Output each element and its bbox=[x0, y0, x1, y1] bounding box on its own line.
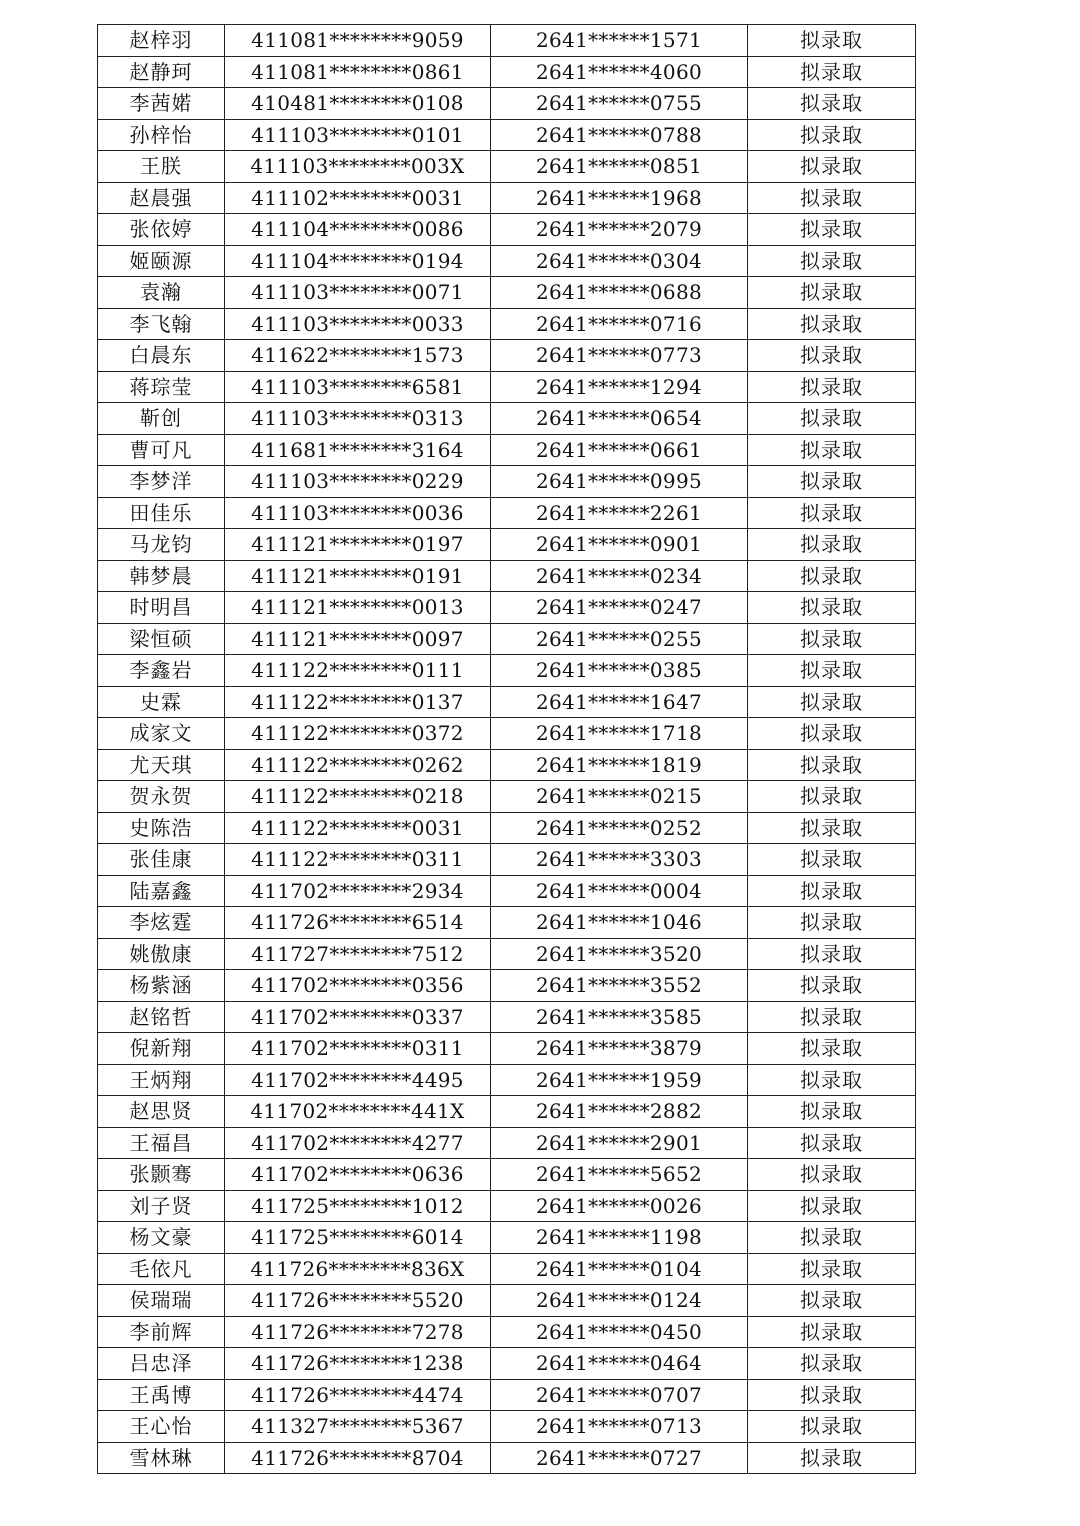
admission-status-cell: 拟录取 bbox=[748, 56, 916, 88]
exam-number-cell: 2641******1718 bbox=[491, 718, 748, 750]
exam-number-cell: 2641******0727 bbox=[491, 1442, 748, 1474]
admission-status-cell: 拟录取 bbox=[748, 308, 916, 340]
candidate-name-cell: 李鑫岩 bbox=[98, 655, 225, 687]
candidate-name-cell: 赵晨强 bbox=[98, 182, 225, 214]
exam-number-cell: 2641******0901 bbox=[491, 529, 748, 561]
id-number-cell: 411726********1238 bbox=[225, 1348, 491, 1380]
admission-status-cell: 拟录取 bbox=[748, 970, 916, 1002]
candidate-name-cell: 靳创 bbox=[98, 403, 225, 435]
id-number-cell: 411327********5367 bbox=[225, 1411, 491, 1443]
exam-number-cell: 2641******0661 bbox=[491, 434, 748, 466]
candidate-name-cell: 姚傲康 bbox=[98, 938, 225, 970]
exam-number-cell: 2641******0755 bbox=[491, 88, 748, 120]
admission-status-cell: 拟录取 bbox=[748, 340, 916, 372]
table-row bbox=[98, 781, 916, 813]
exam-number-cell: 2641******0104 bbox=[491, 1253, 748, 1285]
table-row bbox=[98, 277, 916, 309]
exam-number-cell: 2641******0450 bbox=[491, 1316, 748, 1348]
exam-number-cell: 2641******0252 bbox=[491, 812, 748, 844]
admission-status-cell: 拟录取 bbox=[748, 1033, 916, 1065]
id-number-cell: 411122********0262 bbox=[225, 749, 491, 781]
table-row bbox=[98, 1379, 916, 1411]
id-number-cell: 411103********0036 bbox=[225, 497, 491, 529]
exam-number-cell: 2641******2882 bbox=[491, 1096, 748, 1128]
id-number-cell: 411121********0097 bbox=[225, 623, 491, 655]
id-number-cell: 411702********2934 bbox=[225, 875, 491, 907]
id-number-cell: 411725********6014 bbox=[225, 1222, 491, 1254]
exam-number-cell: 2641******3879 bbox=[491, 1033, 748, 1065]
candidate-name-cell: 赵思贤 bbox=[98, 1096, 225, 1128]
candidate-name-cell: 马龙钧 bbox=[98, 529, 225, 561]
candidate-name-cell: 梁恒硕 bbox=[98, 623, 225, 655]
candidate-name-cell: 陆嘉鑫 bbox=[98, 875, 225, 907]
admission-status-cell: 拟录取 bbox=[748, 623, 916, 655]
candidate-name-cell: 王炳翔 bbox=[98, 1064, 225, 1096]
table-row bbox=[98, 1411, 916, 1443]
admission-status-cell: 拟录取 bbox=[748, 938, 916, 970]
exam-number-cell: 2641******5652 bbox=[491, 1159, 748, 1191]
table-row bbox=[98, 497, 916, 529]
admission-status-cell: 拟录取 bbox=[748, 403, 916, 435]
candidate-name-cell: 曹可凡 bbox=[98, 434, 225, 466]
exam-number-cell: 2641******1571 bbox=[491, 25, 748, 57]
id-number-cell: 411104********0194 bbox=[225, 245, 491, 277]
admission-status-cell: 拟录取 bbox=[748, 25, 916, 57]
table-row bbox=[98, 245, 916, 277]
admission-status-cell: 拟录取 bbox=[748, 1316, 916, 1348]
candidate-name-cell: 韩梦晨 bbox=[98, 560, 225, 592]
candidate-name-cell: 赵静珂 bbox=[98, 56, 225, 88]
table-row bbox=[98, 907, 916, 939]
candidate-name-cell: 李炫霆 bbox=[98, 907, 225, 939]
admission-status-cell: 拟录取 bbox=[748, 1190, 916, 1222]
id-number-cell: 411726********4474 bbox=[225, 1379, 491, 1411]
table-row bbox=[98, 812, 916, 844]
admission-status-cell: 拟录取 bbox=[748, 1001, 916, 1033]
admission-status-cell: 拟录取 bbox=[748, 655, 916, 687]
id-number-cell: 411081********0861 bbox=[225, 56, 491, 88]
admission-status-cell: 拟录取 bbox=[748, 844, 916, 876]
exam-number-cell: 2641******0707 bbox=[491, 1379, 748, 1411]
table-row bbox=[98, 1348, 916, 1380]
admission-status-cell: 拟录取 bbox=[748, 592, 916, 624]
table-row bbox=[98, 1001, 916, 1033]
admission-status-cell: 拟录取 bbox=[748, 1442, 916, 1474]
admission-list bbox=[97, 24, 916, 1474]
admission-status-cell: 拟录取 bbox=[748, 434, 916, 466]
exam-number-cell: 2641******0234 bbox=[491, 560, 748, 592]
table-row bbox=[98, 970, 916, 1002]
admission-status-cell: 拟录取 bbox=[748, 497, 916, 529]
id-number-cell: 411681********3164 bbox=[225, 434, 491, 466]
id-number-cell: 411102********0031 bbox=[225, 182, 491, 214]
candidate-name-cell: 刘子贤 bbox=[98, 1190, 225, 1222]
table-row bbox=[98, 655, 916, 687]
table-row bbox=[98, 340, 916, 372]
table-row bbox=[98, 1316, 916, 1348]
id-number-cell: 411702********0356 bbox=[225, 970, 491, 1002]
candidate-name-cell: 孙梓怡 bbox=[98, 119, 225, 151]
candidate-name-cell: 蒋琮莹 bbox=[98, 371, 225, 403]
admission-status-cell: 拟录取 bbox=[748, 907, 916, 939]
id-number-cell: 411103********0101 bbox=[225, 119, 491, 151]
table-body bbox=[98, 25, 916, 1474]
table-row bbox=[98, 1159, 916, 1191]
candidate-name-cell: 李飞翰 bbox=[98, 308, 225, 340]
id-number-cell: 411122********0218 bbox=[225, 781, 491, 813]
admission-table bbox=[97, 24, 916, 1474]
exam-number-cell: 2641******4060 bbox=[491, 56, 748, 88]
id-number-cell: 411702********4277 bbox=[225, 1127, 491, 1159]
table-row bbox=[98, 749, 916, 781]
candidate-name-cell: 成家文 bbox=[98, 718, 225, 750]
table-row bbox=[98, 466, 916, 498]
table-row bbox=[98, 1253, 916, 1285]
candidate-name-cell: 史陈浩 bbox=[98, 812, 225, 844]
candidate-name-cell: 史霖 bbox=[98, 686, 225, 718]
table-row bbox=[98, 875, 916, 907]
admission-status-cell: 拟录取 bbox=[748, 466, 916, 498]
candidate-name-cell: 王心怡 bbox=[98, 1411, 225, 1443]
admission-status-cell: 拟录取 bbox=[748, 88, 916, 120]
id-number-cell: 411725********1012 bbox=[225, 1190, 491, 1222]
table-row bbox=[98, 1064, 916, 1096]
id-number-cell: 410481********0108 bbox=[225, 88, 491, 120]
exam-number-cell: 2641******0026 bbox=[491, 1190, 748, 1222]
id-number-cell: 411702********0311 bbox=[225, 1033, 491, 1065]
table-row bbox=[98, 623, 916, 655]
exam-number-cell: 2641******0995 bbox=[491, 466, 748, 498]
exam-number-cell: 2641******1294 bbox=[491, 371, 748, 403]
admission-status-cell: 拟录取 bbox=[748, 560, 916, 592]
table-row bbox=[98, 371, 916, 403]
exam-number-cell: 2641******0688 bbox=[491, 277, 748, 309]
exam-number-cell: 2641******0851 bbox=[491, 151, 748, 183]
candidate-name-cell: 张依婷 bbox=[98, 214, 225, 246]
admission-status-cell: 拟录取 bbox=[748, 875, 916, 907]
id-number-cell: 411121********0191 bbox=[225, 560, 491, 592]
exam-number-cell: 2641******2261 bbox=[491, 497, 748, 529]
admission-status-cell: 拟录取 bbox=[748, 245, 916, 277]
admission-status-cell: 拟录取 bbox=[748, 1348, 916, 1380]
admission-status-cell: 拟录取 bbox=[748, 371, 916, 403]
exam-number-cell: 2641******1198 bbox=[491, 1222, 748, 1254]
id-number-cell: 411121********0013 bbox=[225, 592, 491, 624]
table-row bbox=[98, 119, 916, 151]
table-row bbox=[98, 1222, 916, 1254]
exam-number-cell: 2641******1046 bbox=[491, 907, 748, 939]
table-row bbox=[98, 938, 916, 970]
table-row bbox=[98, 25, 916, 57]
exam-number-cell: 2641******0773 bbox=[491, 340, 748, 372]
id-number-cell: 411103********0033 bbox=[225, 308, 491, 340]
table-row bbox=[98, 151, 916, 183]
admission-status-cell: 拟录取 bbox=[748, 277, 916, 309]
candidate-name-cell: 毛依凡 bbox=[98, 1253, 225, 1285]
candidate-name-cell: 张佳康 bbox=[98, 844, 225, 876]
table-row bbox=[98, 844, 916, 876]
admission-status-cell: 拟录取 bbox=[748, 1159, 916, 1191]
id-number-cell: 411726********7278 bbox=[225, 1316, 491, 1348]
id-number-cell: 411727********7512 bbox=[225, 938, 491, 970]
exam-number-cell: 2641******2901 bbox=[491, 1127, 748, 1159]
id-number-cell: 411702********4495 bbox=[225, 1064, 491, 1096]
id-number-cell: 411122********0137 bbox=[225, 686, 491, 718]
exam-number-cell: 2641******3303 bbox=[491, 844, 748, 876]
id-number-cell: 411122********0372 bbox=[225, 718, 491, 750]
candidate-name-cell: 王朕 bbox=[98, 151, 225, 183]
admission-status-cell: 拟录取 bbox=[748, 1127, 916, 1159]
id-number-cell: 411622********1573 bbox=[225, 340, 491, 372]
admission-status-cell: 拟录取 bbox=[748, 119, 916, 151]
table-row bbox=[98, 592, 916, 624]
table-row bbox=[98, 434, 916, 466]
admission-status-cell: 拟录取 bbox=[748, 151, 916, 183]
table-row bbox=[98, 1096, 916, 1128]
admission-status-cell: 拟录取 bbox=[748, 812, 916, 844]
id-number-cell: 411702********0636 bbox=[225, 1159, 491, 1191]
exam-number-cell: 2641******0124 bbox=[491, 1285, 748, 1317]
id-number-cell: 411726********836X bbox=[225, 1253, 491, 1285]
candidate-name-cell: 赵梓羽 bbox=[98, 25, 225, 57]
exam-number-cell: 2641******3552 bbox=[491, 970, 748, 1002]
candidate-name-cell: 赵铭哲 bbox=[98, 1001, 225, 1033]
admission-status-cell: 拟录取 bbox=[748, 1096, 916, 1128]
exam-number-cell: 2641******1819 bbox=[491, 749, 748, 781]
admission-status-cell: 拟录取 bbox=[748, 686, 916, 718]
id-number-cell: 411081********9059 bbox=[225, 25, 491, 57]
id-number-cell: 411103********0071 bbox=[225, 277, 491, 309]
exam-number-cell: 2641******3520 bbox=[491, 938, 748, 970]
exam-number-cell: 2641******0247 bbox=[491, 592, 748, 624]
table-row bbox=[98, 308, 916, 340]
exam-number-cell: 2641******2079 bbox=[491, 214, 748, 246]
table-row bbox=[98, 403, 916, 435]
table-row bbox=[98, 560, 916, 592]
admission-status-cell: 拟录取 bbox=[748, 529, 916, 561]
candidate-name-cell: 张颢骞 bbox=[98, 1159, 225, 1191]
exam-number-cell: 2641******0385 bbox=[491, 655, 748, 687]
candidate-name-cell: 吕忠泽 bbox=[98, 1348, 225, 1380]
admission-status-cell: 拟录取 bbox=[748, 718, 916, 750]
id-number-cell: 411702********441X bbox=[225, 1096, 491, 1128]
table-row bbox=[98, 1190, 916, 1222]
exam-number-cell: 2641******0464 bbox=[491, 1348, 748, 1380]
table-row bbox=[98, 182, 916, 214]
admission-status-cell: 拟录取 bbox=[748, 182, 916, 214]
id-number-cell: 411726********6514 bbox=[225, 907, 491, 939]
candidate-name-cell: 姬颐源 bbox=[98, 245, 225, 277]
admission-status-cell: 拟录取 bbox=[748, 214, 916, 246]
table-row bbox=[98, 1442, 916, 1474]
candidate-name-cell: 侯瑞瑞 bbox=[98, 1285, 225, 1317]
candidate-name-cell: 时明昌 bbox=[98, 592, 225, 624]
candidate-name-cell: 王禹博 bbox=[98, 1379, 225, 1411]
exam-number-cell: 2641******0788 bbox=[491, 119, 748, 151]
table-row bbox=[98, 214, 916, 246]
exam-number-cell: 2641******0255 bbox=[491, 623, 748, 655]
id-number-cell: 411103********6581 bbox=[225, 371, 491, 403]
id-number-cell: 411702********0337 bbox=[225, 1001, 491, 1033]
candidate-name-cell: 白晨东 bbox=[98, 340, 225, 372]
id-number-cell: 411104********0086 bbox=[225, 214, 491, 246]
id-number-cell: 411122********0031 bbox=[225, 812, 491, 844]
id-number-cell: 411122********0111 bbox=[225, 655, 491, 687]
table-row bbox=[98, 88, 916, 120]
admission-status-cell: 拟录取 bbox=[748, 781, 916, 813]
exam-number-cell: 2641******0004 bbox=[491, 875, 748, 907]
exam-number-cell: 2641******3585 bbox=[491, 1001, 748, 1033]
id-number-cell: 411121********0197 bbox=[225, 529, 491, 561]
admission-status-cell: 拟录取 bbox=[748, 1253, 916, 1285]
candidate-name-cell: 倪新翔 bbox=[98, 1033, 225, 1065]
admission-status-cell: 拟录取 bbox=[748, 1379, 916, 1411]
table-row bbox=[98, 1285, 916, 1317]
id-number-cell: 411103********0229 bbox=[225, 466, 491, 498]
candidate-name-cell: 杨紫涵 bbox=[98, 970, 225, 1002]
admission-status-cell: 拟录取 bbox=[748, 1222, 916, 1254]
candidate-name-cell: 王福昌 bbox=[98, 1127, 225, 1159]
candidate-name-cell: 袁瀚 bbox=[98, 277, 225, 309]
id-number-cell: 411103********0313 bbox=[225, 403, 491, 435]
table-row bbox=[98, 529, 916, 561]
candidate-name-cell: 李梦洋 bbox=[98, 466, 225, 498]
candidate-name-cell: 尤天琪 bbox=[98, 749, 225, 781]
candidate-name-cell: 田佳乐 bbox=[98, 497, 225, 529]
id-number-cell: 411726********5520 bbox=[225, 1285, 491, 1317]
admission-status-cell: 拟录取 bbox=[748, 1064, 916, 1096]
exam-number-cell: 2641******0215 bbox=[491, 781, 748, 813]
candidate-name-cell: 李茜婼 bbox=[98, 88, 225, 120]
admission-status-cell: 拟录取 bbox=[748, 1285, 916, 1317]
table-row bbox=[98, 686, 916, 718]
id-number-cell: 411103********003X bbox=[225, 151, 491, 183]
candidate-name-cell: 雪林琳 bbox=[98, 1442, 225, 1474]
table-row bbox=[98, 718, 916, 750]
exam-number-cell: 2641******0304 bbox=[491, 245, 748, 277]
admission-status-cell: 拟录取 bbox=[748, 749, 916, 781]
id-number-cell: 411122********0311 bbox=[225, 844, 491, 876]
table-row bbox=[98, 1033, 916, 1065]
admission-status-cell: 拟录取 bbox=[748, 1411, 916, 1443]
candidate-name-cell: 贺永贺 bbox=[98, 781, 225, 813]
exam-number-cell: 2641******0716 bbox=[491, 308, 748, 340]
exam-number-cell: 2641******1647 bbox=[491, 686, 748, 718]
exam-number-cell: 2641******1959 bbox=[491, 1064, 748, 1096]
id-number-cell: 411726********8704 bbox=[225, 1442, 491, 1474]
exam-number-cell: 2641******1968 bbox=[491, 182, 748, 214]
candidate-name-cell: 杨文豪 bbox=[98, 1222, 225, 1254]
table-row bbox=[98, 56, 916, 88]
table-row bbox=[98, 1127, 916, 1159]
exam-number-cell: 2641******0654 bbox=[491, 403, 748, 435]
exam-number-cell: 2641******0713 bbox=[491, 1411, 748, 1443]
candidate-name-cell: 李前辉 bbox=[98, 1316, 225, 1348]
